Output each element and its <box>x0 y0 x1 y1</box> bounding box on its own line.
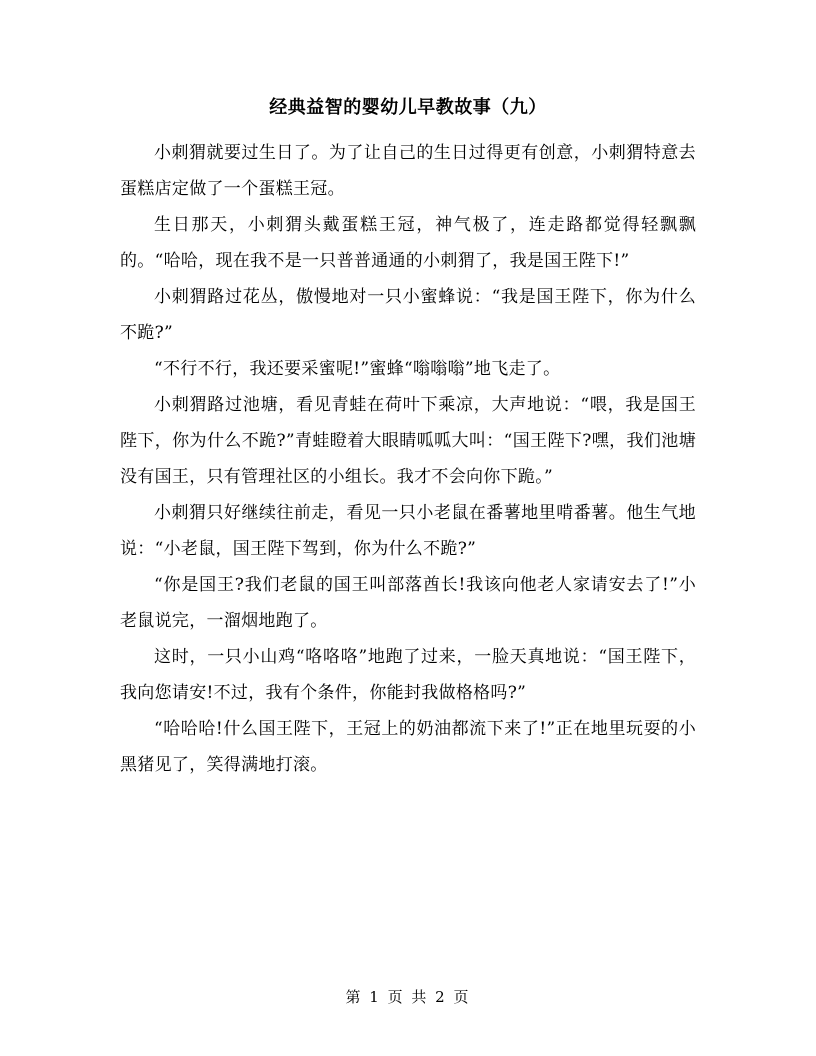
document-title: 经典益智的婴幼儿早教故事（九） <box>269 97 547 118</box>
paragraph: “哈哈哈!什么国王陛下，王冠上的奶油都流下来了!”正在地里玩耍的小黑猪见了，笑得满地打滚。 <box>120 719 696 775</box>
paragraph: 小刺猬路过池塘，看见青蛙在荷叶下乘凉，大声地说：“喂，我是国王陛下，你为什么不跪?”青蛙瞪着大眼睛呱呱大叫：“国王陛下?嘿，我们池塘没有国王，只有管理社区的小组长。我才不会向你下跪。” <box>120 395 696 487</box>
paragraph: 小刺猬只好继续往前走，看见一只小老鼠在番薯地里啃番薯。他生气地说：“小老鼠，国王陛下驾到，你为什么不跪?” <box>120 503 696 559</box>
paragraph: 生日那天，小刺猬头戴蛋糕王冠，神气极了，连走路都觉得轻飘飘的。“哈哈，现在我不是一只普普通通的小刺猬了，我是国王陛下!” <box>120 215 696 271</box>
document-body <box>120 135 696 783</box>
page-number-footer: 第 1 页 共 2 页 <box>345 988 471 1006</box>
paragraph: “你是国王?我们老鼠的国王叫部落酋长!我该向他老人家请安去了!”小老鼠说完，一溜烟地跑了。 <box>120 575 696 631</box>
paragraph: 这时，一只小山鸡“咯咯咯”地跑了过来，一脸天真地说：“国王陛下，我向您请安!不过，我有个条件，你能封我做格格吗?” <box>120 647 696 703</box>
paragraph: “不行不行，我还要采蜜呢!”蜜蜂“嗡嗡嗡”地飞走了。 <box>154 359 561 379</box>
paragraph: 小刺猬就要过生日了。为了让自己的生日过得更有创意，小刺猬特意去蛋糕店定做了一个蛋糕王冠。 <box>120 143 696 199</box>
paragraph: 小刺猬路过花丛，傲慢地对一只小蜜蜂说：“我是国王陛下，你为什么不跪?” <box>120 287 696 343</box>
